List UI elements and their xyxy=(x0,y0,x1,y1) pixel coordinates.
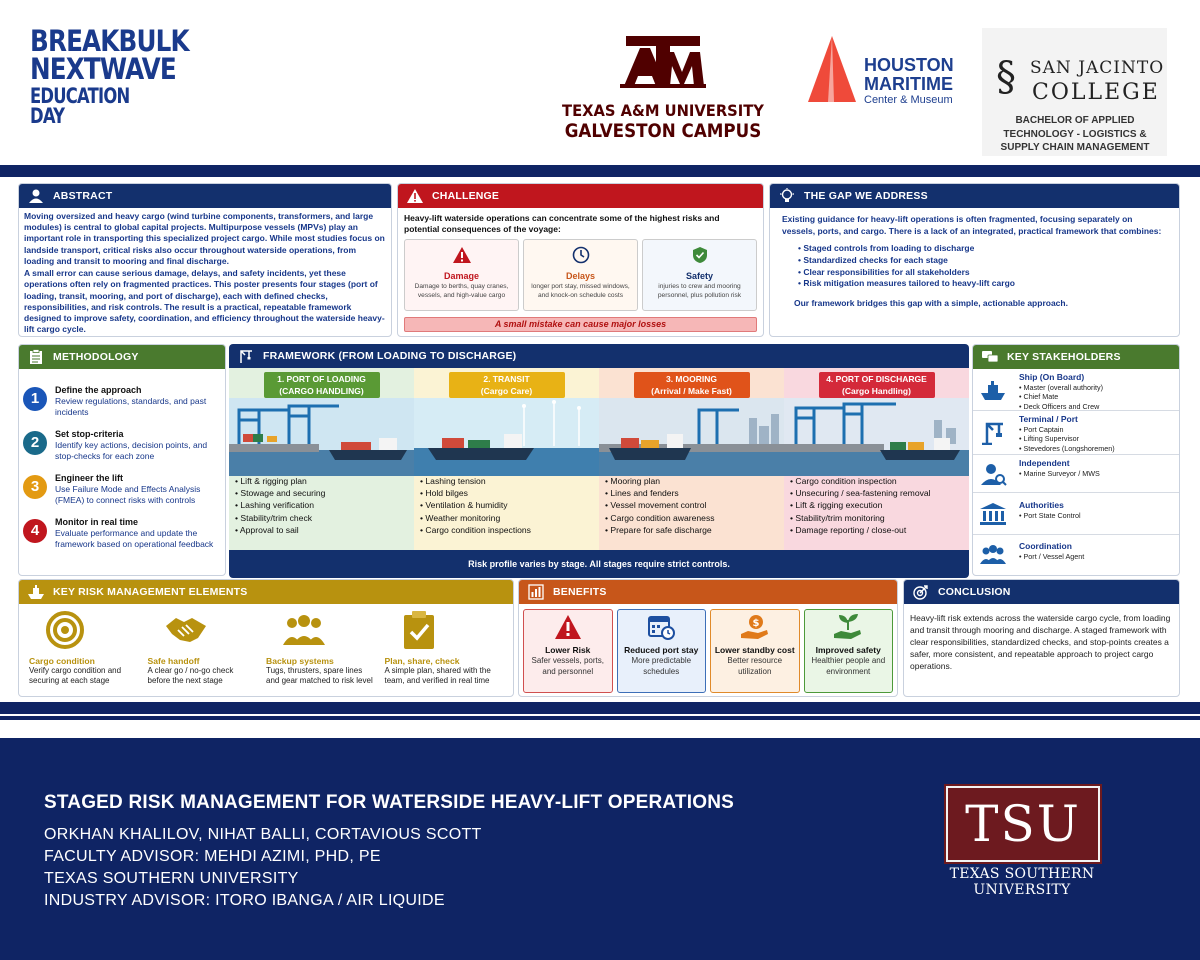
stage-checklist: • Cargo condition inspection • Unsecuring / sea-fastening removal • Lift & rigging execution • Stability/trim monitoring • Damage reporting / close-out xyxy=(790,475,931,536)
benefit-card-improved-safety: Improved safety Healthier people and environment xyxy=(804,609,894,693)
methodology-step-2: 2 Set stop-criteria Identify key actions, decision points, and stop-checks for each zone xyxy=(19,427,225,471)
svg-text:$: $ xyxy=(752,618,760,629)
abstract-panel xyxy=(18,183,392,337)
group-icon xyxy=(979,543,1007,567)
risk-element-plan-share-check: Plan, share, check A simple plan, shared with the team, and verified in real time xyxy=(385,608,504,697)
gap-item: • Clear responsibilities for all stakeholders xyxy=(798,267,1167,279)
danger-triangle-icon xyxy=(554,614,582,640)
handshake-chat-icon xyxy=(981,348,999,366)
stakeholder-authorities: Authorities • Port State Control xyxy=(973,493,1179,535)
benefits-title: BENEFITS xyxy=(553,586,607,598)
gap-bridge: Our framework bridges this gap with a simple, actionable approach. xyxy=(794,298,1068,309)
abstract-paragraph-1: Moving oversized and heavy cargo (wind turbine components, transformers, and large modules) is central to global capital projects. Multipurpose vessels (MPVs) play an important role in transporting this specialized project cargo. While most studies focus on landside transport, critical risks also occur throughout waterside operations, from loading and transit to mooring and final discharge. xyxy=(24,211,385,266)
stakeholder-coordination: Coordination • Port / Vessel Agent xyxy=(973,535,1179,575)
framework-footer: Risk profile varies by stage. All stages require strict controls. xyxy=(229,550,969,578)
surveyor-icon xyxy=(979,462,1007,486)
port-crane-scene-icon xyxy=(229,398,414,476)
challenge-card-damage: Damage Damage to berths, quay cranes, vessels, and high-value cargo xyxy=(404,239,519,311)
danger-triangle-icon xyxy=(452,246,472,264)
methodology-step-1: 1 Define the approach Review regulations, standards, and past incidents xyxy=(19,383,225,427)
conclusion-panel xyxy=(903,579,1180,697)
houston-maritime-logo: HOUSTON MARITIME Center & Museum xyxy=(806,34,956,106)
tamu-logo: TEXAS A&M UNIVERSITY GALVESTON CAMPUS xyxy=(548,28,778,142)
stakeholder-ship: Ship (On Board) • Master (overall authority) • Chief Mate • Deck Officers and Crew xyxy=(973,369,1179,411)
atm-mark-icon xyxy=(620,28,706,90)
clipboard-icon xyxy=(27,348,45,366)
clock-icon xyxy=(571,246,591,264)
breakbulk-logo: BREAKBULK NEXTWAVE EDUCATION DAY xyxy=(30,24,189,129)
risk-element-cargo-condition: Cargo condition Verify cargo condition and securing at each stage xyxy=(29,608,148,697)
stage-label: 1. PORT OF LOADING (CARGO HANDLING) xyxy=(264,372,380,398)
framework-panel xyxy=(229,344,969,578)
conclusion-text: Heavy-lift risk extends across the waterside cargo cycle, from loading and transit through mooring and discharge. A staged framework with clear responsibilities, standardized checks, and stop-points creates a safer, more consistent, and repeatable approach to project cargo operations. xyxy=(910,613,1171,672)
gap-item: • Staged controls from loading to discharge xyxy=(798,243,1167,255)
transit-ship-scene-icon xyxy=(414,398,599,476)
stage-checklist: • Lashing tension • Hold bilges • Ventilation & humidity • Weather monitoring • Cargo condition inspections xyxy=(420,475,531,536)
person-icon xyxy=(27,187,45,205)
lightbulb-icon xyxy=(778,187,796,205)
stage-checklist: • Lift & rigging plan • Stowage and securing • Lashing verification • Stability/trim check • Approval to sail xyxy=(235,475,325,536)
target-arrow-icon xyxy=(912,583,930,601)
risk-element-safe-handoff: Safe handoff A clear go / no-go check before the next stage xyxy=(148,608,267,697)
faculty-advisor: FACULTY ADVISOR: MEHDI AZIMI, PHD, PE xyxy=(44,848,381,865)
stakeholders-panel xyxy=(972,344,1180,576)
methodology-panel xyxy=(18,344,226,576)
poster-header xyxy=(0,0,1200,165)
challenge-banner: A small mistake can cause major losses xyxy=(404,317,757,332)
calendar-clock-icon xyxy=(647,614,675,640)
framework-stage-2 xyxy=(414,368,599,550)
challenge-card-safety: Safety injuries to crew and mooring personnel, plus pollution risk xyxy=(642,239,757,311)
risk-elements-panel xyxy=(18,579,514,697)
tsu-logo: TSU xyxy=(946,786,1100,862)
target-icon xyxy=(45,610,85,650)
crane-icon xyxy=(237,347,255,365)
stage-checklist: • Mooring plan • Lines and fenders • Vessel movement control • Cargo condition awareness • Prepare for safe discharge xyxy=(605,475,715,536)
methodology-step-3: 3 Engineer the lift Use Failure Mode and Effects Analysis (FMEA) to connect risks with controls xyxy=(19,471,225,515)
mooring-scene-icon xyxy=(599,398,784,476)
warning-icon xyxy=(406,187,424,205)
methodology-step-4: 4 Monitor in real time Evaluate performance and update the framework based on operational feedback xyxy=(19,515,225,559)
money-hand-icon xyxy=(740,614,770,640)
gap-intro: Existing guidance for heavy-lift operations is often fragmented, focusing separately on vessels, ports, and cargo. There is a lack of an integrated, practical framework that combines: xyxy=(782,214,1162,236)
poster-footer xyxy=(0,738,1200,960)
benefit-card-reduced-port-stay: Reduced port stay More predictable schedules xyxy=(617,609,707,693)
footer-band-thin xyxy=(0,716,1200,720)
poster-title: STAGED RISK MANAGEMENT FOR WATERSIDE HEAVY-LIFT OPERATIONS xyxy=(44,792,734,813)
ship-icon xyxy=(27,583,45,601)
framework-title: FRAMEWORK (FROM LOADING TO DISCHARGE) xyxy=(263,350,517,362)
challenge-panel xyxy=(397,183,764,337)
sail-icon xyxy=(806,34,858,104)
conclusion-title: CONCLUSION xyxy=(938,586,1011,598)
stakeholders-title: KEY STAKEHOLDERS xyxy=(1007,351,1121,363)
risk-elements-title: KEY RISK MANAGEMENT ELEMENTS xyxy=(53,586,248,598)
header-band xyxy=(0,165,1200,177)
stage-label: 4. PORT OF DISCHARGE (Cargo Handling) xyxy=(819,372,935,398)
port-crane-icon xyxy=(979,421,1007,445)
ship-icon xyxy=(979,379,1007,403)
risk-element-backup-systems: Backup systems Tugs, thrusters, spare lines and gear matched to risk level xyxy=(266,608,385,697)
benefits-panel xyxy=(518,579,898,697)
challenge-title: CHALLENGE xyxy=(432,190,500,202)
challenge-card-delays: Delays longer port stay, missed windows, and knock-on schedule costs xyxy=(523,239,638,311)
framework-stage-4 xyxy=(784,368,969,550)
framework-stage-1 xyxy=(229,368,414,550)
discharge-crane-scene-icon xyxy=(784,398,969,476)
gap-item: • Risk mitigation measures tailored to heavy-lift cargo xyxy=(798,278,1167,290)
industry-advisor: INDUSTRY ADVISOR: ITORO IBANGA / AIR LIQUIDE xyxy=(44,892,445,909)
sj-monogram-icon: § xyxy=(996,54,1016,100)
benefit-card-lower-risk: Lower Risk Safer vessels, ports, and personnel xyxy=(523,609,613,693)
stage-label: 2. TRANSIT (Cargo Care) xyxy=(449,372,565,398)
clipboard-check-icon xyxy=(401,610,437,650)
stage-label: 3. MOORING (Arrival / Make Fast) xyxy=(634,372,750,398)
challenge-intro: Heavy-lift waterside operations can concentrate some of the highest risks and potential consequences of the voyage: xyxy=(404,213,720,235)
tsu-name: TEXAS SOUTHERN UNIVERSITY xyxy=(949,866,1095,898)
plant-hand-icon xyxy=(833,614,863,640)
stakeholder-independent: Independent • Marine Surveyor / MWS xyxy=(973,455,1179,493)
gap-list xyxy=(798,243,1167,291)
gap-item: • Standardized checks for each stage xyxy=(798,255,1167,267)
authors: ORKHAN KHALILOV, NIHAT BALLI, CORTAVIOUS SCOTT xyxy=(44,826,482,843)
abstract-title: ABSTRACT xyxy=(53,190,113,202)
team-icon xyxy=(282,613,326,647)
san-jacinto-logo: § SAN JACINTO COLLEGE BACHELOR OF APPLIED TECHNOLOGY - LOGISTICS & SUPPLY CHAIN MANAGEMENT xyxy=(982,28,1167,156)
government-building-icon xyxy=(979,502,1007,526)
gap-title: THE GAP WE ADDRESS xyxy=(804,190,928,202)
methodology-title: METHODOLOGY xyxy=(53,351,139,363)
handshake-icon xyxy=(164,612,208,648)
abstract-paragraph-2: A small error can cause serious damage, delays, and safety incidents, yet these operations often rely on fragmented practices. This poster presents four stages (port of loading, transit, mooring, and port of discharge), each with defined checks, responsibilities, and risk controls. The result is a practical, repeatable framework designed to improve safety, coordination, and efficiency throughout the waterside heavy-lift cargo cycle. xyxy=(24,268,385,335)
benefit-card-lower-standby-cost: $ Lower standby cost Better resource utilization xyxy=(710,609,800,693)
shield-check-icon xyxy=(690,246,710,264)
stakeholder-terminal: Terminal / Port • Port Captain • Lifting Supervisor • Stevedores (Longshoremen) xyxy=(973,411,1179,455)
university: TEXAS SOUTHERN UNIVERSITY xyxy=(44,870,299,887)
bar-chart-icon xyxy=(527,583,545,601)
framework-stage-3 xyxy=(599,368,784,550)
footer-band xyxy=(0,702,1200,714)
gap-panel xyxy=(769,183,1180,337)
